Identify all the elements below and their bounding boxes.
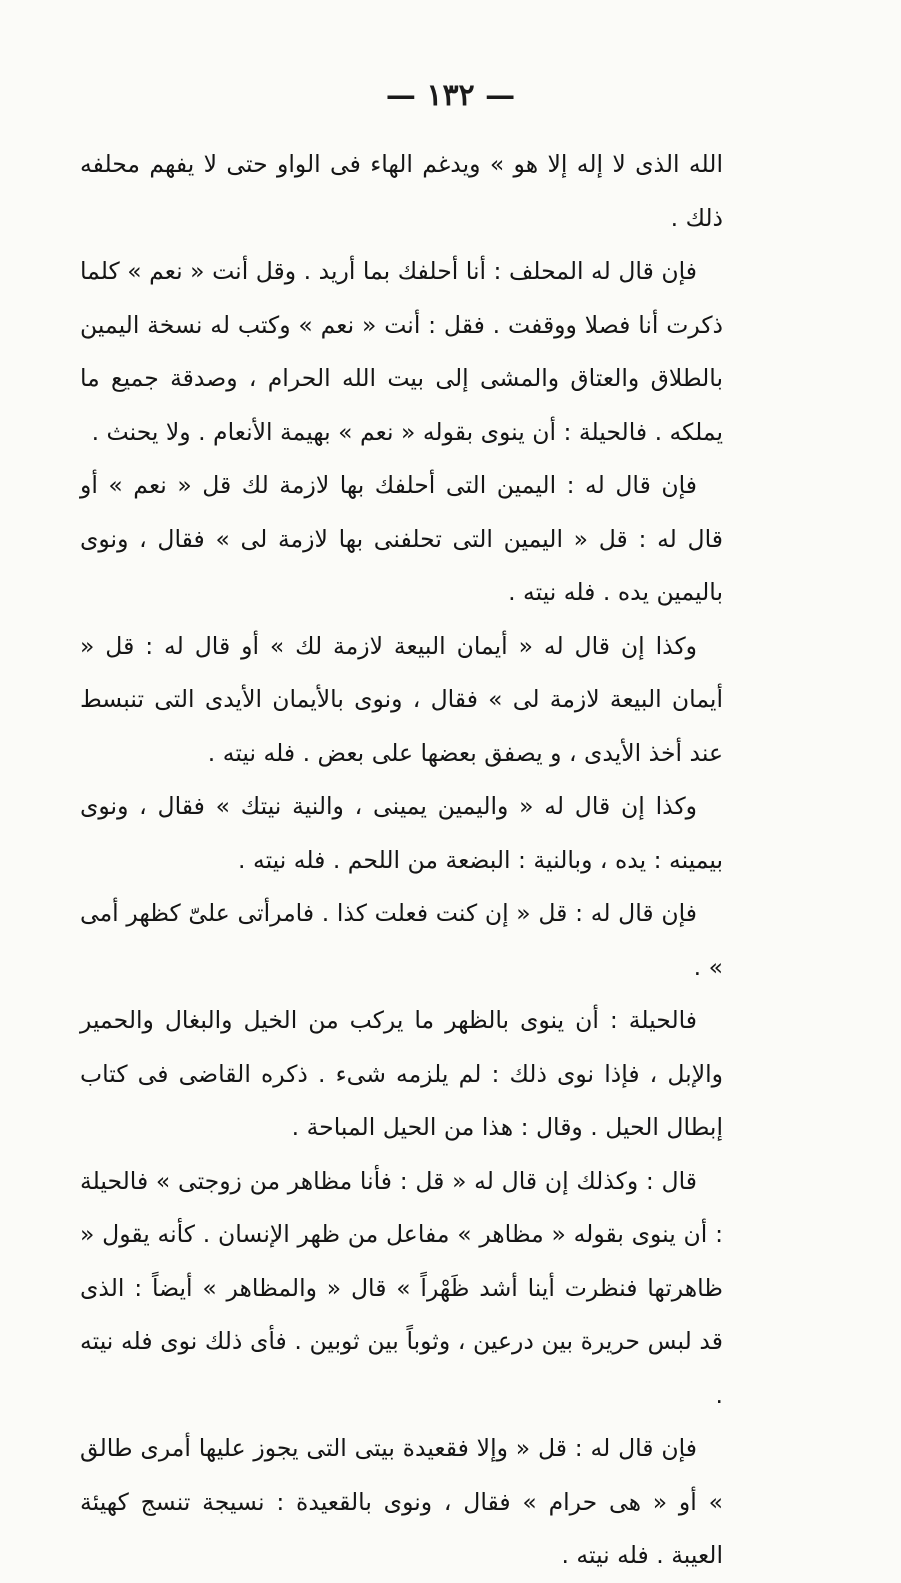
paragraph: الله الذى لا إله إلا هو » ويدغم الهاء فى الواو حتى لا يفهم محلفه ذلك . [80, 150, 723, 232]
paragraph: فإن قال له : قل « إن كنت فعلت كذا . فامرأتى علىّ كظهر أمى » . [80, 899, 723, 981]
paragraph: فالحيلة : أن ينوى بالظهر ما يركب من الخيل والبغال والحمير والإبل ، فإذا نوى ذلك : لم يلزمه شىء . ذكره القاضى فى كتاب إبطال الحيل . وقال : هذا من الحيل المباحة . [80, 1006, 723, 1141]
paragraph: فإن قال له المحلف : أنا أحلفك بما أريد . وقل أنت « نعم » كلما ذكرت أنا فصلا ووقفت . فقل : أنت « نعم » وكتب له نسخة اليمين بالطلاق والعتاق والمشى إلى بيت الله الحرام ، وصدقة جميع ما يملكه . فالحيلة : أن ينوى بقوله « نعم » بهيمة الأنعام . ولا يحنث . [80, 257, 723, 446]
paragraph: وكذا إن قال له « واليمين يمينى ، والنية نيتك » فقال ، ونوى بيمينه : يده ، وبالنية : البضعة من اللحم . فله نيته . [80, 792, 723, 874]
page-number: — ١٣٢ — [385, 78, 516, 113]
body-text [80, 138, 723, 1583]
paragraph: فإن قال له : اليمين التى أحلفك بها لازمة لك قل « نعم » أو قال له : قل « اليمين التى تحلفنى بها لازمة لى » فقال ، ونوى باليمين يده . فله نيته . [80, 471, 723, 606]
paragraph: وكذا إن قال له « أيمان البيعة لازمة لك » أو قال له : قل « أيمان البيعة لازمة لى » فقال ، ونوى بالأيمان الأيدى التى تنبسط عند أخذ الأيدى ، و يصفق بعضها على بعض . فله نيته . [80, 631, 723, 767]
paragraph: قال : وكذلك إن قال له « قل : فأنا مظاهر من زوجتى » فالحيلة : أن ينوى بقوله « مظاهر » مفاعل من ظهر الإنسان . كأنه يقول « ظاهرتها فنظرت أينا أشد ظَهْراً » قال « والمظاهر » أيضاً : الذى قد لبس حريرة بين درعين ، وثوباً بين ثوبين . فأى ذلك نوى فله نيته . [80, 1166, 723, 1409]
paragraph: فإن قال له : قل « وإلا فقعيدة بيتى التى يجوز عليها أمرى طالق » أو « هى حرام » فقال ، ونوى بالقعيدة : نسيجة تنسج كهيئة العيبة . فله نيته . [80, 1434, 723, 1569]
